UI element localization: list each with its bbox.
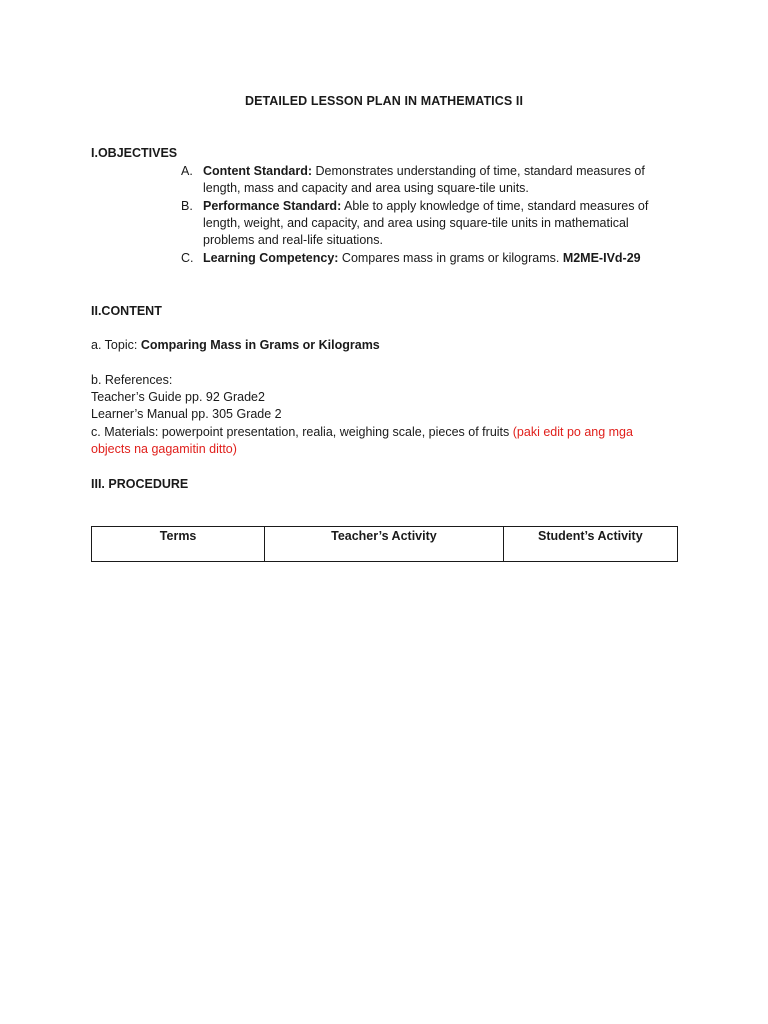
column-header-students-activity: Student’s Activity (503, 527, 677, 562)
objective-text: Demonstrates understanding of time, standard measures of length, mass and capacity and area using square-tile units. (203, 164, 645, 195)
objective-body (203, 198, 653, 249)
objective-marker: A. (181, 164, 193, 178)
procedure-heading: III. PROCEDURE (91, 477, 189, 491)
competency-code: M2ME-IVd-29 (562, 251, 641, 265)
references-heading: b. References: (91, 373, 173, 387)
content-heading: II.CONTENT (91, 304, 162, 318)
objective-body (203, 250, 653, 267)
objective-label: Learning Competency: (203, 251, 339, 265)
topic-prefix: a. Topic: (91, 338, 141, 352)
objective-marker: B. (181, 199, 193, 213)
objective-item-b (181, 198, 656, 249)
procedure-table (91, 526, 678, 562)
materials-text: c. Materials: powerpoint presentation, realia, weighing scale, pieces of fruits (91, 425, 513, 439)
column-header-terms: Terms (92, 527, 265, 562)
topic-title: Comparing Mass in Grams or Kilograms (140, 338, 380, 352)
objective-item-c (181, 250, 656, 267)
objective-body (203, 163, 653, 197)
objective-label: Performance Standard: (203, 199, 342, 213)
editor-note-continued: objects na gagamitin ditto) (91, 442, 237, 456)
objectives-heading: I.OBJECTIVES (91, 146, 178, 160)
table-header-row (92, 527, 678, 562)
materials-line (91, 424, 633, 441)
editor-note: (paki edit po ang mga (512, 425, 633, 439)
objective-label: Content Standard: (203, 164, 313, 178)
objective-marker: C. (181, 251, 194, 265)
objective-item-a (181, 163, 656, 197)
objective-text: Able to apply knowledge of time, standard measures of length, weight, and capacity, and area using square-tile units in mathematical problems and real-life situations. (203, 199, 649, 247)
document-title: DETAILED LESSON PLAN IN MATHEMATICS II (244, 94, 524, 108)
objective-text: Compares mass in grams or kilograms. (338, 251, 563, 265)
column-header-teachers-activity: Teacher’s Activity (265, 527, 503, 562)
reference-item: Teacher’s Guide pp. 92 Grade2 (91, 390, 265, 404)
topic-line (91, 337, 380, 354)
reference-item: Learner’s Manual pp. 305 Grade 2 (91, 407, 282, 421)
